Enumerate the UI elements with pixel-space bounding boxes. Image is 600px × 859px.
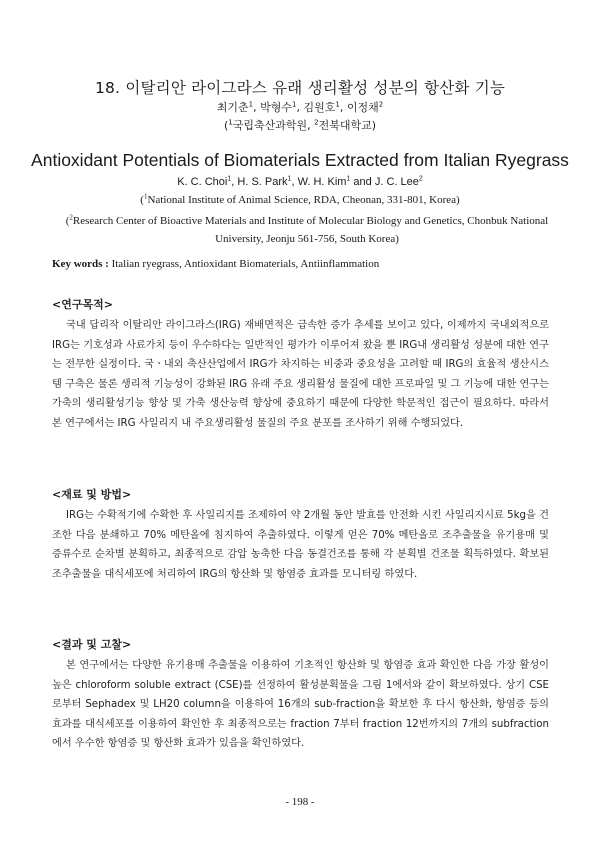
author-name: 김원호 <box>303 101 336 114</box>
author-name: H. S. Park <box>237 176 288 188</box>
author-name: K. C. Choi <box>177 176 228 188</box>
keywords-text: Italian ryegrass, Antioxidant Biomaterials, Antiinflammation <box>111 258 380 270</box>
author-name: 최기춘 <box>216 101 249 114</box>
author-sup: 1 <box>287 175 292 183</box>
affil-sup: 1 <box>228 118 233 127</box>
author-name: 박형수 <box>260 101 293 114</box>
author-name: J. C. Lee <box>374 176 419 188</box>
english-affiliation-1: ($^1$National Institute of Animal Science, RDA, Cheonan, 331-801, Korea) <box>140 192 460 206</box>
affil-name: 국립축산과학원 <box>232 119 308 132</box>
author-sup: 1 <box>335 100 340 109</box>
affil-sup: 2 <box>314 118 319 127</box>
affil-sup: 1 <box>143 192 148 201</box>
page-number: - 198 - <box>285 796 315 808</box>
korean-affiliations: ($^1$국립축산과학원, $^2$전북대학교) <box>223 118 377 132</box>
affil-text: Research Center of Bioactive Materials and Institute of Molecular Biology and Genetics, Chonbuk National University, Jeonju 561-756, South Korea) <box>72 215 549 245</box>
english-affiliation-2: ($^2$Research Center of Bioactive Materials and Institute of Molecular Biology and Genetics, Chonbuk National University, Jeonju 561-756, South Korea) <box>65 213 549 245</box>
author-sup: 1 <box>248 100 254 109</box>
author-sup: 1 <box>292 100 297 109</box>
korean-authors: 최기춘$^1$, 박형수$^1$, 김원호$^1$, 이정채$^2$ <box>216 100 384 114</box>
section-body-results: 본 연구에서는 다양한 유기용매 추출물을 이용하여 기초적인 항산화 및 항염증 효과 확인한 다음 가장 활성이 높은 chloroform soluble extract (CSE)를 선정하여 활성분획물을 그림 1에서와 같이 확보하였다. 상기 CSE로부터 Sephadex 및 LH20 column을 이용하여 16개의 sub-fraction을 확보한 후 다시 항산화, 항염증 등의 효과를 대식세포를 이용하여 확인한 후 최종적으로는 fraction 7부터 fraction 12번까지의 7개의 subfraction에서 우수한 항염증 및 항산화 효과가 있음을 확인하였다. <box>52 660 549 750</box>
section-body-methods: IRG는 수확적기에 수확한 후 사일리지를 조제하여 약 2개월 동안 발효를 안전화 시킨 사일리지시료 5kg을 건조한 다음 분쇄하고 70% 메탄올에 침지하여 추출하였다. 이렇게 얻은 70% 메탄올로 조추출물을 유기용매 및 증류수로 순차별 분획하고, 최종적으로 감압 농축한 다음 동결건조를 통해 각 분획별 건조물 획득하였다. 확보된 조추출물을 대식세포에 처리하여 IRG의 항산화 및 항염증 효과를 모니터링 하였다. <box>52 510 549 580</box>
author-name: W. H. Kim <box>297 176 347 188</box>
author-sup: 1 <box>227 175 232 183</box>
english-title: Antioxidant Potentials of Biomaterials Extracted from Italian Ryegrass <box>31 150 569 170</box>
section-heading-purpose: <연구목적> <box>52 298 113 311</box>
affil-text: National Institute of Animal Science, RDA, Cheonan, 331-801, Korea) <box>147 194 460 206</box>
affil-name: 전북대학교 <box>318 119 372 132</box>
english-authors: K. C. Choi$^1$, H. S. Park$^1$, W. H. Kim$^1$ and J. C. Lee$^2$ <box>177 175 423 188</box>
author-sup: 2 <box>418 175 423 183</box>
section-heading-results: <결과 및 고찰> <box>52 638 132 651</box>
section-body-purpose: 국내 답리작 이탈리안 라이그라스(IRG) 재배면적은 급속한 증가 추세를 보이고 있다, 이제까지 국내외적으로 IRG는 기호성과 사료가치 등이 우수하다는 일반적인 평가가 이루어져 왔을 뿐 IRG내 생리활성 성분에 대한 연구는 전무한 실정이다. 국ㆍ내외 축산산업에서 IRG가 차지하는 비중과 중요성을 고려할 때 IRG의 효율적 생산시스템 구축은 물론 생리적 기능성이 강화된 IRG 유래 주요 생리활성 물질에 대한 프로파일 및 그 기능에 대한 연구는 가축의 생리활성기능 향상 및 가축 생산능력 향상에 중요하기 때문에 다양한 학문적인 접근이 필요하다. 따라서 본 연구에서는 IRG 사일리지 내 주요생리활성 물질의 주요 분포를 조사하기 위해 수행되었다. <box>52 320 549 429</box>
keywords-label: Key words : <box>52 258 109 270</box>
author-sup: 2 <box>378 100 384 109</box>
korean-title: 18. 이탈리안 라이그라스 유래 생리활성 성분의 항산화 기능 <box>94 79 506 97</box>
author-sup: 1 <box>346 175 351 183</box>
affil-sup: 2 <box>69 213 73 222</box>
author-name: 이정채 <box>346 101 379 114</box>
section-heading-methods: <재료 및 방법> <box>52 488 132 501</box>
keywords-line <box>52 258 552 270</box>
